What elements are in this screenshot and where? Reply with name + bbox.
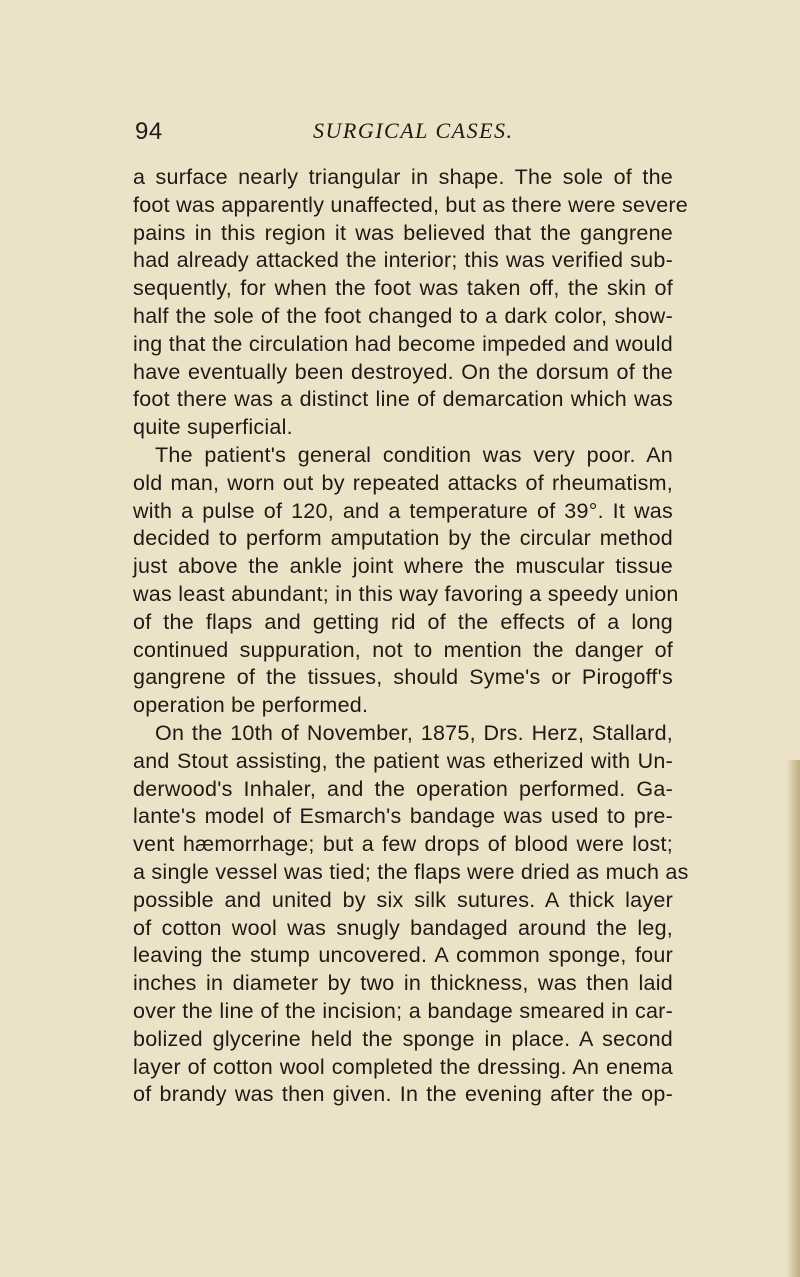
- text-line: The patient's general condition was very poor. An: [155, 442, 673, 467]
- text-line: of cotton wool was snugly bandaged around the leg,: [133, 915, 673, 940]
- text-line: have eventually been destroyed. On the dorsum of the: [133, 359, 673, 384]
- text-line: half the sole of the foot changed to a dark color, show-: [133, 303, 673, 328]
- text-line: just above the ankle joint where the muscular tissue: [133, 554, 673, 579]
- text-line: had already attacked the interior; this was verified sub-: [133, 248, 673, 273]
- text-line: continued suppuration, not to mention the danger of: [133, 637, 673, 662]
- text-line: old man, worn out by repeated attacks of rheumatism,: [133, 470, 673, 495]
- text-line: foot was apparently unaffected, but as there were severe: [133, 192, 689, 217]
- text-line: inches in diameter by two in thickness, was then laid: [133, 971, 673, 996]
- text-line: a surface nearly triangular in shape. The sole of the: [133, 165, 673, 189]
- text-line: over the line of the incision; a bandage smeared in car-: [133, 998, 673, 1023]
- running-head: [135, 118, 685, 150]
- text-line: with a pulse of 120, and a temperature of 39°. It was: [133, 498, 673, 523]
- text-line: decided to perform amputation by the circular method: [133, 526, 673, 551]
- text-line: vent hæmorrhage; but a few drops of blood were lost;: [133, 832, 673, 857]
- text-line: On the 10th of November, 1875, Drs. Herz, Stallard,: [155, 720, 673, 745]
- text-line: lante's model of Esmarch's bandage was used to pre-: [133, 804, 673, 829]
- text-line: foot there was a distinct line of demarcation which was: [133, 387, 673, 412]
- text-line: sequently, for when the foot was taken off, the skin of: [133, 276, 673, 301]
- text-line: layer of cotton wool completed the dressing. An enema: [133, 1054, 673, 1079]
- text-line: derwood's Inhaler, and the operation performed. Ga-: [133, 776, 673, 801]
- text-line: operation be performed.: [133, 693, 369, 718]
- text-line: was least abundant; in this way favoring a speedy union: [133, 581, 679, 606]
- page-number: 94: [135, 118, 163, 145]
- running-title: SURGICAL CASES.: [313, 118, 514, 143]
- page-edge-shadow: [786, 760, 800, 1277]
- text-line: of the flaps and getting rid of the effects of a long: [133, 609, 673, 634]
- text-line: gangrene of the tissues, should Syme's or Pirogoff's: [133, 665, 673, 690]
- text-line: of brandy was then given. In the evening after the op-: [133, 1082, 673, 1107]
- text-line: leaving the stump uncovered. A common sponge, four: [133, 943, 673, 968]
- text-line: ing that the circulation had become impeded and would: [133, 331, 673, 356]
- text-line: a single vessel was tied; the flaps were dried as much as: [133, 859, 689, 884]
- text-line: possible and united by six silk sutures. A thick layer: [133, 887, 673, 912]
- text-line: and Stout assisting, the patient was etherized with Un-: [133, 748, 673, 773]
- text-line: pains in this region it was believed that the gangrene: [133, 220, 673, 245]
- text-line: bolized glycerine held the sponge in place. A second: [133, 1026, 673, 1051]
- body-text: [133, 164, 689, 1109]
- text-line: quite superficial.: [133, 415, 293, 440]
